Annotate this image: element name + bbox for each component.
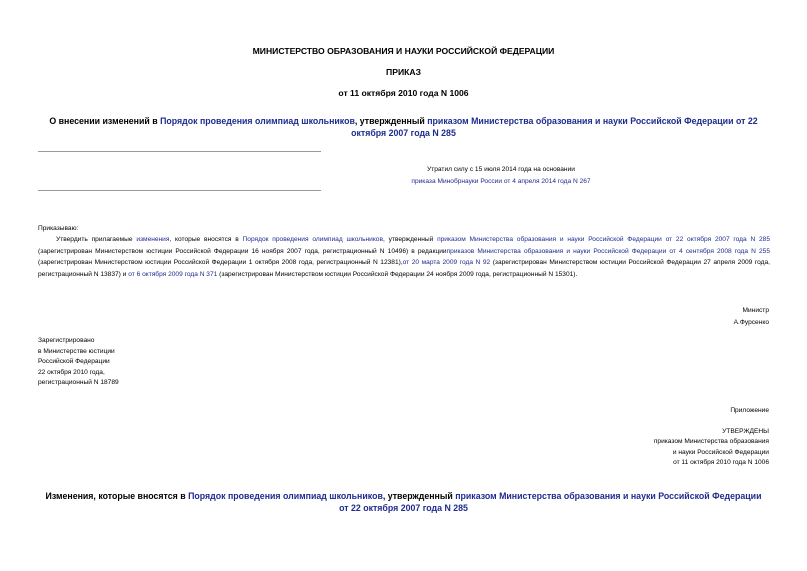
- registration-line: Российской Федерации: [38, 358, 110, 366]
- registration-line: в Министерстве юстиции: [38, 347, 115, 355]
- order-267-link[interactable]: приказа Минобрнауки России от 4 апреля 2014 года N 267: [411, 178, 591, 185]
- approval-line: УТВЕРЖДЕНЫ: [722, 428, 769, 435]
- order-371-link[interactable]: от 6 октября 2009 года N 371: [128, 270, 218, 278]
- appendix-label: Приложение: [730, 407, 769, 414]
- body-text: , которые вносятся в: [169, 236, 243, 244]
- document-title-text: , утвержденный: [354, 116, 428, 126]
- document-title: [40, 115, 767, 139]
- registration-block: [38, 336, 119, 389]
- approval-line: от 11 октября 2010 года N 1006: [673, 459, 769, 467]
- order-title: ПРИКАЗ: [386, 67, 421, 77]
- procedure-link[interactable]: Порядок проведения олимпиад школьников: [242, 236, 383, 244]
- changes-title: [40, 490, 767, 514]
- order-date: от 11 октября 2010 года N 1006: [338, 88, 469, 98]
- changes-title-text: , утвержденный: [382, 491, 456, 501]
- repeal-note: [321, 164, 681, 188]
- approval-block: [654, 427, 769, 469]
- approval-line: и науки Российской Федерации: [672, 448, 769, 456]
- order-92-link[interactable]: от 20 марта 2009 года N 92: [402, 259, 491, 267]
- order-285-link[interactable]: приказом Министерства образования и науки Российской Федерации от 22 октября 2007 года N 285: [437, 236, 770, 244]
- order-body: [38, 223, 770, 280]
- ministry-heading: МИНИСТЕРСТВО ОБРАЗОВАНИЯ И НАУКИ РОССИЙСКОЙ ФЕДЕРАЦИИ: [252, 46, 555, 56]
- repeal-text: Утратил силу с 15 июля 2014 года на основании: [427, 166, 575, 173]
- signature-name: А.Фурсенко: [733, 318, 769, 326]
- body-text: (зарегистрирован Министерством юстиции Российской Федерации 24 ноября 2009 года, регистрационный N 15301).: [217, 270, 578, 278]
- registration-line: Зарегистрировано: [38, 337, 95, 344]
- divider: [38, 151, 321, 152]
- procedure-link[interactable]: Порядок проведения олимпиад школьников: [188, 491, 383, 501]
- changes-title-text: Изменения, которые вносятся в: [45, 491, 189, 501]
- body-text: (зарегистрирован Министерством юстиции Российской Федерации 1 октября 2008 года, регистрационный N 12381),: [38, 259, 403, 267]
- body-text: Утвердить прилагаемые: [56, 236, 137, 244]
- procedure-link[interactable]: Порядок проведения олимпиад школьников: [160, 116, 355, 126]
- divider: [38, 190, 321, 191]
- body-text: (зарегистрирован Министерством юстиции Российской Федерации 16 ноября 2007 года, регистрационный N 10496) в редакции: [38, 247, 447, 255]
- order-285-link[interactable]: приказом Министерства образования и науки Российской Федерации от 22 октября 2007 года N 285: [351, 116, 758, 138]
- signature-position: Министр: [742, 307, 769, 314]
- order-285-link[interactable]: приказом Министерства образования и науки Российской Федерации от 22 октября 2007 года N 285: [339, 491, 762, 513]
- order-paragraph: [38, 234, 770, 280]
- approval-line: приказом Министерства образования: [653, 438, 769, 446]
- changes-link[interactable]: изменения: [136, 236, 170, 244]
- document-title-text: О внесении изменений в: [49, 116, 161, 126]
- order-255-link[interactable]: приказов Министерства образования и науки Российской Федерации от 4 сентября 2008 года N 255: [446, 247, 770, 255]
- registration-line: регистрационный N 18789: [38, 379, 119, 387]
- body-text: (зарегистрирован Министерством юстиции Российской Федерации 27 апреля 2009 года, регистрационный N 13837) и: [38, 259, 770, 278]
- order-word: Приказываю:: [38, 225, 79, 232]
- body-text: , утвержденный: [382, 236, 438, 244]
- signature-block: [734, 305, 769, 328]
- registration-line: 22 октября 2010 года,: [38, 368, 105, 376]
